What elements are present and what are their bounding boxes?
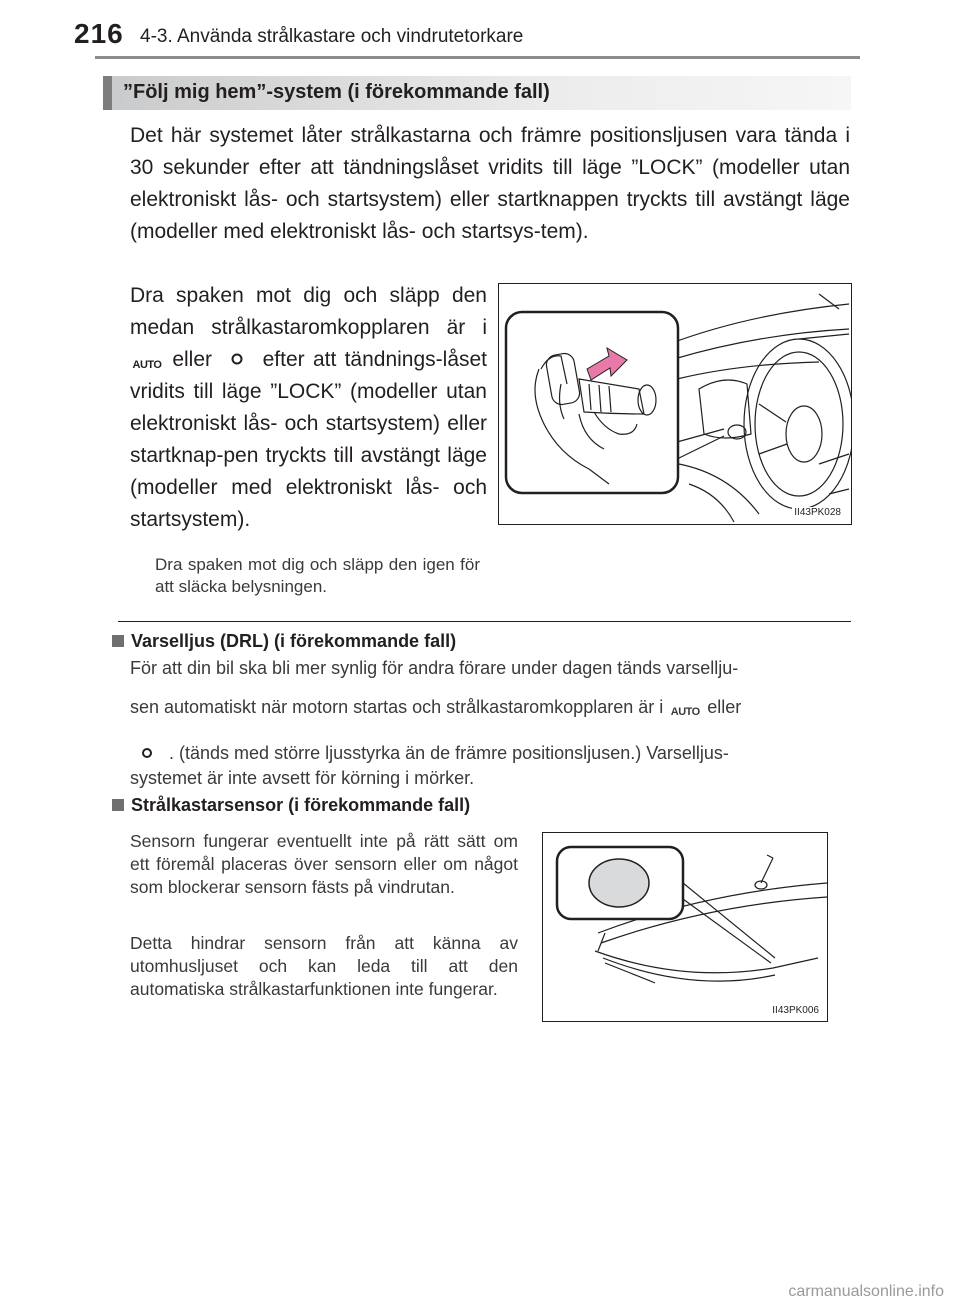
auto-headlight-icon	[130, 346, 164, 371]
sensor-heading	[112, 795, 470, 816]
section-heading	[103, 76, 851, 110]
drl-heading-text: Varselljus (DRL) (i förekommande fall)	[131, 631, 457, 651]
drl-line-3-text: . (tänds med större ljusstyrka än de främre positionsljusen.) Varselljus-	[169, 743, 729, 763]
section-divider	[118, 621, 851, 622]
sensor-paragraph-1: Sensorn fungerar eventuellt inte på rätt sätt om ett föremål placeras över sensorn eller om något som blockerar sensorn fästs på vindrutan.	[130, 831, 518, 897]
header-divider	[95, 56, 860, 59]
auto-label: AUTO	[670, 706, 700, 718]
drl-heading	[112, 631, 456, 652]
bullet-square-icon	[112, 635, 124, 647]
auto-label: AUTO	[132, 359, 162, 371]
drl-line-2	[130, 694, 850, 720]
instruction-or: eller	[172, 348, 212, 371]
drl-line-2-or: eller	[707, 697, 742, 717]
drl-line-4: systemet är inte avsett för körning i mörker.	[130, 768, 475, 788]
bullet-square-icon	[112, 799, 124, 811]
intro-paragraph: Det här systemet låter strålkastarna och främre positionsljusen vara tända i 30 sekunder efter att tändningslåset vridits till läge ”LOCK” (modeller utan elektroniskt lås- och startsystem) eller startknappen tryckts till avstängt läge (modeller med elektroniskt lås- och startsys-tem).	[130, 124, 850, 243]
instruction-text-1: Dra spaken mot dig och släpp den medan strålkastaromkopplaren är i	[130, 284, 487, 339]
headlight-icon	[220, 346, 254, 366]
section-heading-bar	[103, 76, 112, 110]
instruction-paragraph	[130, 280, 487, 536]
instruction-note: Dra spaken mot dig och släpp den igen för att släcka belysningen.	[155, 555, 480, 596]
auto-headlight-icon	[668, 696, 702, 716]
watermark: carmanualsonline.info	[788, 1283, 944, 1300]
headlight-icon	[130, 742, 164, 762]
sensor-illustration	[542, 832, 828, 1022]
lever-illustration	[498, 283, 852, 525]
figure-code: II43PK028	[794, 507, 841, 518]
sensor-paragraph-2: Detta hindrar sensorn från att känna av utomhusljuset och kan leda till att den automatiska strålkastarfunktionen inte fungerar.	[130, 933, 518, 999]
page-number: 216	[74, 18, 124, 49]
drl-line-1: För att din bil ska bli mer synlig för andra förare under dagen tänds varsellju-	[130, 658, 739, 678]
sensor-drawing	[543, 833, 827, 1021]
sensor-heading-text: Strålkastarsensor (i förekommande fall)	[131, 795, 471, 815]
instruction-text-2: efter att tändnings-låset vridits till läge ”LOCK” (modeller utan elektroniskt lås- och startsystem) eller startknap-pen tryckts till avstängt läge (modeller med elektroniskt lås- och startsystem).	[130, 348, 488, 531]
figure-code: II43PK006	[772, 1005, 819, 1016]
section-heading-text: ”Följ mig hem”-system (i förekommande fall)	[123, 81, 550, 103]
drl-line-3	[130, 740, 850, 766]
chapter-title: 4-3. Använda strålkastare och vindrutetorkare	[140, 26, 524, 47]
lever-drawing	[499, 284, 851, 524]
drl-line-2-text: sen automatiskt när motorn startas och strålkastaromkopplaren är i	[130, 697, 664, 717]
